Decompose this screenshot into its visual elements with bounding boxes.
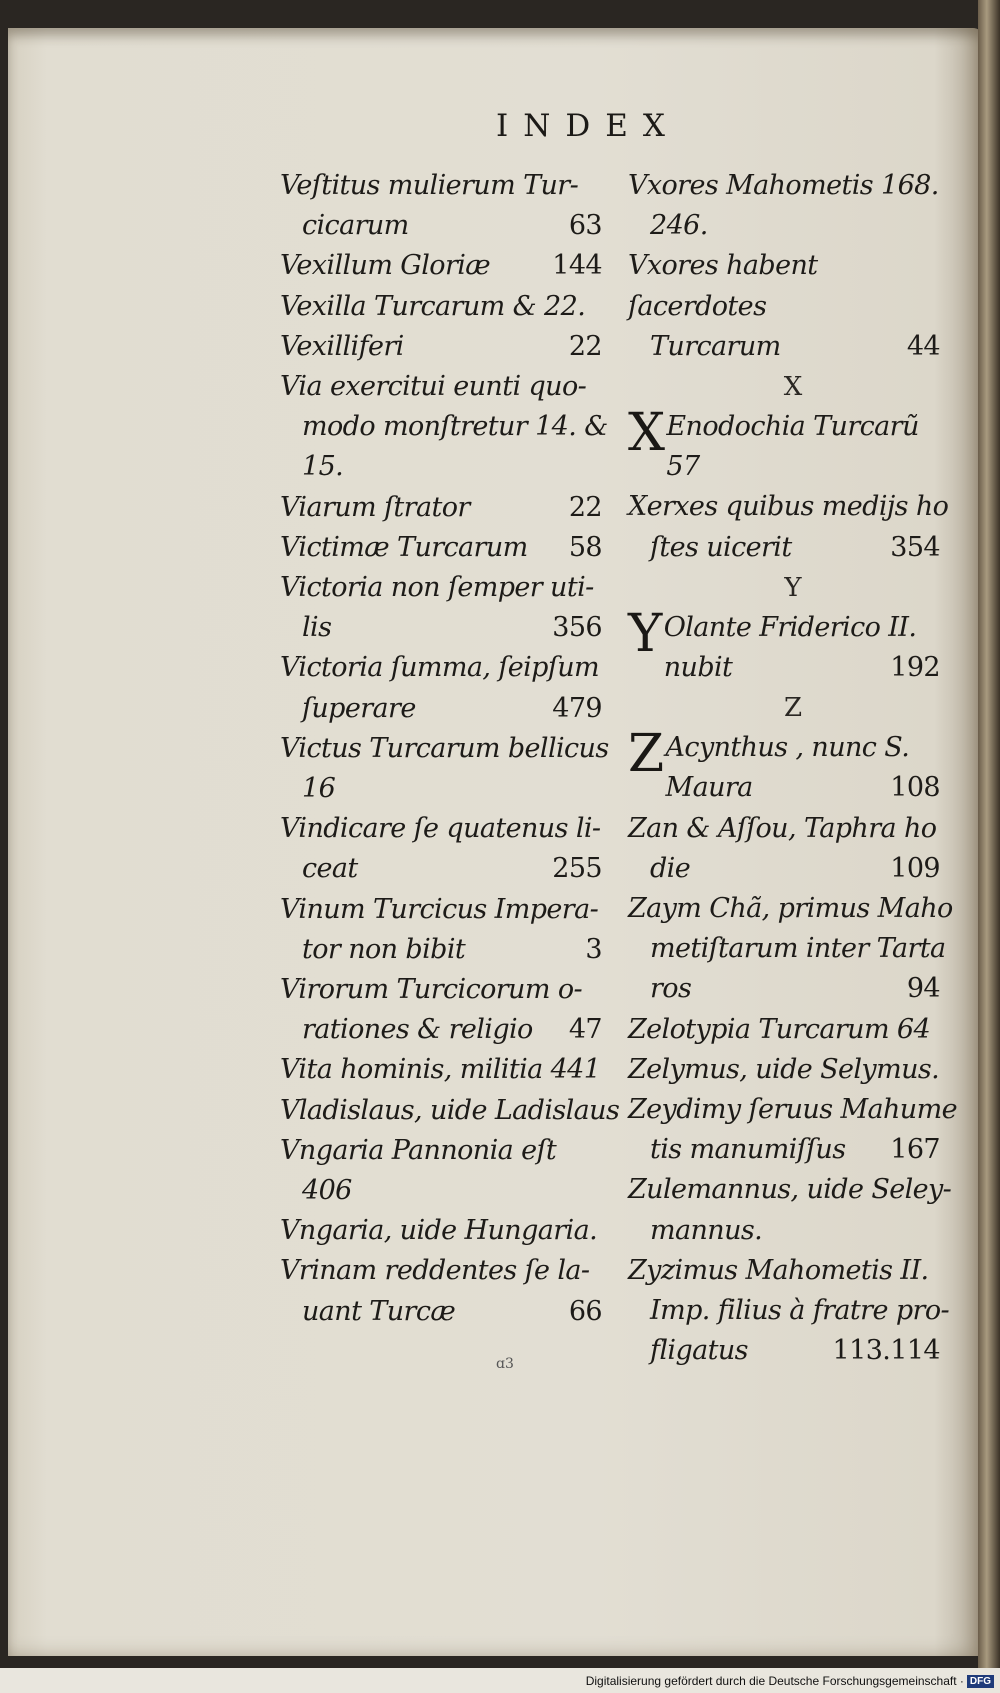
entry-line: tor non bibit (302, 933, 466, 965)
entry-line: ceat (302, 853, 358, 885)
entry-line: metiſtarum inter Tarta (650, 933, 946, 965)
entry-line: fligatus (650, 1335, 748, 1367)
page-number: 479 (552, 692, 602, 724)
entry-line: 57 (666, 451, 700, 483)
entry-line: Acynthus , nunc S. (665, 732, 910, 764)
index-entry (280, 568, 620, 648)
entry-line: Vindicare ſe quatenus li- (280, 813, 601, 845)
index-entry (280, 1211, 620, 1251)
entry-line: Viarum ſtrator (280, 491, 470, 523)
initial-letter: Z (628, 724, 664, 785)
index-entry (280, 1251, 620, 1331)
entry-line: Vngaria, uide Hungaria. (280, 1215, 598, 1247)
page-number: 144 (552, 250, 602, 282)
page-number: 356 (552, 612, 602, 644)
entry-line: cicarum (302, 210, 409, 242)
entry-line: tis manumiſſus (650, 1134, 846, 1166)
entry-line: ſtes uicerit (650, 531, 792, 563)
entry-line: Zelotypia Turcarum 64 (628, 1013, 931, 1045)
entry-line: Victoria ſumma, ſeipſum (280, 652, 600, 684)
index-entry (280, 1131, 620, 1211)
entry-line: uant Turcæ (302, 1295, 456, 1327)
entry-line: Maura (665, 772, 753, 804)
entry-line: Vexillum Gloriæ (280, 250, 491, 282)
index-entry (280, 166, 620, 246)
entry-line: modo monſtretur 14. & (302, 411, 608, 443)
entry-line: ros (650, 973, 692, 1005)
entry-line: Zaym Chã, primus Maho (628, 893, 953, 925)
index-entry (280, 528, 620, 568)
entry-line: Imp. filius à fratre pro- (650, 1295, 950, 1327)
index-entry (280, 246, 620, 286)
index-entry (280, 809, 620, 889)
index-entry (628, 1170, 958, 1250)
signature-mark: ɑ3 (496, 1356, 514, 1372)
entry-line: Zeydimy ſeruus Mahume (628, 1094, 957, 1126)
index-entry (280, 327, 620, 367)
page-number: 192 (890, 652, 940, 684)
entry-line: 15. (302, 451, 344, 483)
entry-line: die (650, 852, 691, 884)
page-number: 354 (890, 531, 940, 563)
index-entry (280, 1091, 620, 1131)
index-entry (628, 1010, 958, 1050)
dfg-logo: DFG (967, 1675, 994, 1688)
entry-line: Enodochia Turcarũ (666, 411, 919, 443)
index-column-right (628, 166, 958, 1371)
page-edge (978, 0, 1000, 1668)
entry-line: ſuperare (302, 692, 416, 724)
entry-line: Turcarum (650, 330, 781, 362)
entry-line: 406 (302, 1175, 352, 1207)
section-letter: Z (783, 693, 803, 724)
entry-line: Zyzimus Mahometis II. (628, 1254, 929, 1286)
entry-line: Zulemannus, uide Seley- (628, 1174, 952, 1206)
index-column-left (280, 166, 620, 1332)
credit-text: Digitalisierung gefördert durch die Deutsche Forschungsgemeinschaft · (585, 1674, 964, 1688)
entry-line: Vexilla Turcarum & 22. (280, 290, 586, 322)
index-entry (628, 403, 958, 487)
entry-line: Zelymus, uide Selymus. (628, 1053, 940, 1085)
index-entry (280, 648, 620, 728)
index-entry (280, 488, 620, 528)
index-entry (280, 367, 620, 488)
index-entry (628, 1090, 958, 1170)
index-entry (628, 487, 958, 567)
index-entry (628, 166, 958, 246)
entry-line: Via exercitui eunti quo- (280, 371, 587, 403)
page-number: 108 (890, 772, 940, 804)
entry-line: Victimæ Turcarum (280, 531, 528, 563)
page-number: 167 (890, 1134, 940, 1166)
section-letter: X (783, 372, 803, 403)
page-number: 22 (568, 491, 602, 523)
index-entry (628, 889, 958, 1010)
entry-line: Vladislaus, uide Ladislaus (280, 1094, 620, 1126)
entry-line: Zan & Aſſou, Taphra ho (628, 812, 937, 844)
entry-line: Vita hominis, militia 441 (280, 1054, 601, 1086)
index-entry (628, 246, 958, 367)
entry-line: Vexilliferi (280, 330, 404, 362)
entry-line: Vrinam reddentes ſe la- (280, 1255, 590, 1287)
digitization-credit (586, 1674, 994, 1688)
page-number: 255 (552, 853, 602, 885)
entry-line: Xerxes quibus medijs ho (628, 491, 949, 523)
entry-line: Vngaria Pannonia eſt (280, 1134, 557, 1166)
entry-line: rationes & religio (302, 1014, 533, 1046)
entry-line: Victus Turcarum bellicus (280, 732, 609, 764)
entry-line: 246. (650, 210, 708, 242)
page-number: 94 (906, 973, 940, 1005)
index-entry (280, 970, 620, 1050)
initial-letter: Y (628, 603, 662, 664)
entry-line: 16 (302, 773, 336, 805)
index-entry (280, 287, 620, 327)
page-number: 22 (568, 330, 602, 362)
index-entry (628, 809, 958, 889)
entry-line: Olante Friderico II. (663, 611, 917, 643)
index-entry (628, 724, 958, 808)
entry-line: lis (302, 612, 332, 644)
page-header: INDEX (496, 108, 680, 144)
page-number: 3 (585, 933, 602, 965)
page-number: 44 (906, 330, 940, 362)
index-entry (280, 729, 620, 809)
entry-line: Vxores habent ſacerdotes (628, 250, 818, 322)
page-number: 109 (890, 852, 940, 884)
page-number: 63 (568, 210, 602, 242)
entry-line: Virorum Turcicorum o- (280, 974, 583, 1006)
section-letter: Y (784, 572, 802, 603)
page-number: 58 (568, 531, 602, 563)
entry-line: Veſtitus mulierum Tur- (280, 170, 579, 201)
index-entry (628, 1251, 958, 1372)
entry-line: Vxores Mahometis 168. (628, 170, 939, 201)
entry-line: Vinum Turcicus Impera- (280, 893, 599, 925)
book-page (8, 28, 983, 1656)
entry-line: nubit (663, 652, 733, 684)
index-entry (628, 603, 958, 688)
index-entry (280, 1050, 620, 1090)
index-entry (280, 890, 620, 970)
page-number: 66 (568, 1295, 602, 1327)
page-number: 113.114 (832, 1335, 940, 1367)
entry-line: Victoria non ſemper uti- (280, 572, 594, 604)
entry-line: mannus. (650, 1214, 763, 1246)
page-number: 47 (568, 1014, 602, 1046)
initial-letter: X (628, 403, 665, 464)
index-entry (628, 1050, 958, 1090)
